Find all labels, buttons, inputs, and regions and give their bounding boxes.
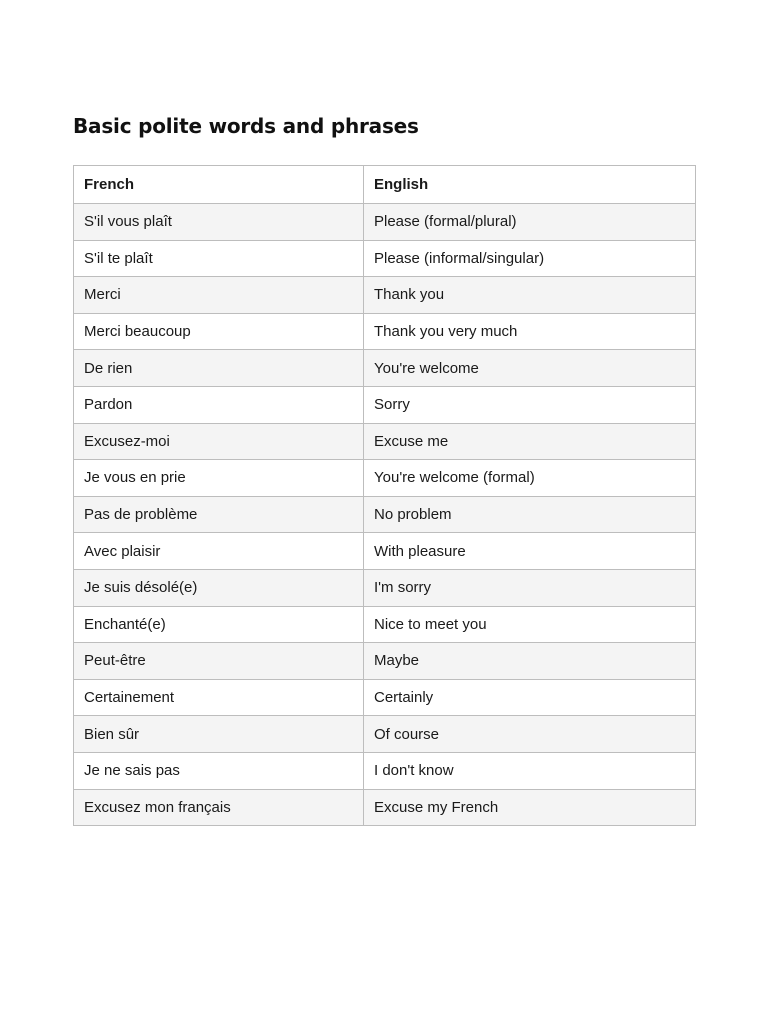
french-cell: Certainement	[74, 679, 364, 716]
french-cell: Merci beaucoup	[74, 313, 364, 350]
table-row	[74, 533, 696, 570]
english-cell: I don't know	[364, 752, 696, 789]
french-cell: S'il vous plaît	[74, 204, 364, 241]
table-row	[74, 789, 696, 826]
table-row	[74, 386, 696, 423]
french-cell: Excusez mon français	[74, 789, 364, 826]
french-cell: Merci	[74, 277, 364, 314]
english-cell: No problem	[364, 496, 696, 533]
french-cell: De rien	[74, 350, 364, 387]
french-cell: S'il te plaît	[74, 240, 364, 277]
english-cell: Please (formal/plural)	[364, 204, 696, 241]
english-cell: With pleasure	[364, 533, 696, 570]
french-cell: Pas de problème	[74, 496, 364, 533]
table-row	[74, 496, 696, 533]
english-cell: I'm sorry	[364, 569, 696, 606]
english-cell: Excuse me	[364, 423, 696, 460]
french-cell: Excusez-moi	[74, 423, 364, 460]
table-header-row	[74, 166, 696, 204]
table-row	[74, 204, 696, 241]
english-cell: Excuse my French	[364, 789, 696, 826]
table-row	[74, 569, 696, 606]
french-cell: Je suis désolé(e)	[74, 569, 364, 606]
table-row	[74, 752, 696, 789]
table-row	[74, 240, 696, 277]
english-cell: Please (informal/singular)	[364, 240, 696, 277]
table-row	[74, 313, 696, 350]
french-cell: Je vous en prie	[74, 460, 364, 497]
english-cell: Thank you	[364, 277, 696, 314]
vocabulary-table	[73, 165, 696, 826]
table-row	[74, 423, 696, 460]
french-cell: Enchanté(e)	[74, 606, 364, 643]
table-row	[74, 606, 696, 643]
french-cell: Avec plaisir	[74, 533, 364, 570]
english-cell: Of course	[364, 716, 696, 753]
english-cell: Nice to meet you	[364, 606, 696, 643]
french-cell: Peut-être	[74, 643, 364, 680]
table-row	[74, 277, 696, 314]
table-row	[74, 460, 696, 497]
column-header-english: English	[364, 166, 696, 204]
english-cell: Maybe	[364, 643, 696, 680]
page-title: Basic polite words and phrases	[73, 114, 419, 138]
table-row	[74, 350, 696, 387]
table-row	[74, 643, 696, 680]
english-cell: You're welcome	[364, 350, 696, 387]
table-row	[74, 679, 696, 716]
english-cell: Thank you very much	[364, 313, 696, 350]
english-cell: Sorry	[364, 386, 696, 423]
table-body	[74, 204, 696, 826]
column-header-french: French	[74, 166, 364, 204]
table-row	[74, 716, 696, 753]
french-cell: Je ne sais pas	[74, 752, 364, 789]
english-cell: You're welcome (formal)	[364, 460, 696, 497]
french-cell: Bien sûr	[74, 716, 364, 753]
english-cell: Certainly	[364, 679, 696, 716]
french-cell: Pardon	[74, 386, 364, 423]
